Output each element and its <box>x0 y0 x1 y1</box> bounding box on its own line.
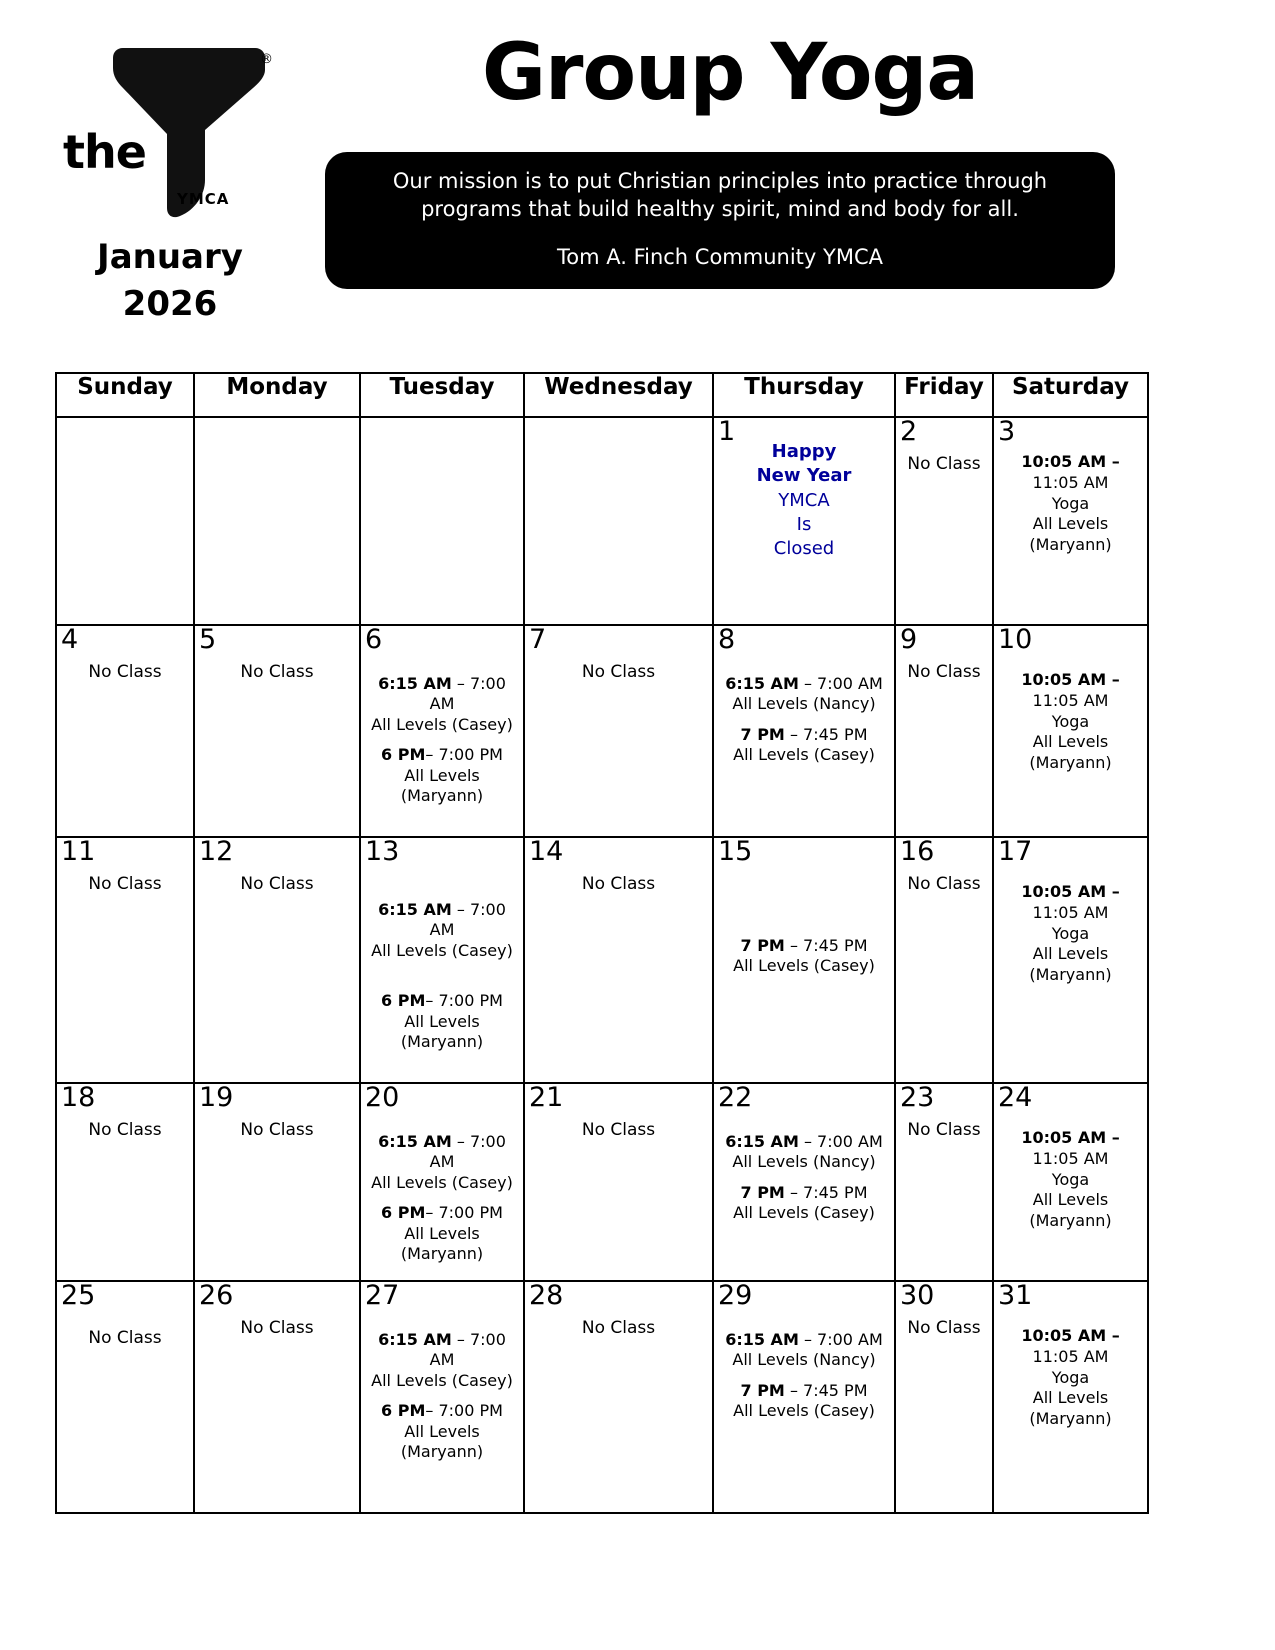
day-number: 17 <box>998 836 1033 867</box>
class-level: All Levels <box>1032 1388 1109 1408</box>
day-number: 30 <box>900 1280 935 1311</box>
class-level: All Levels (Maryann) <box>400 1223 484 1264</box>
ymca-logo-icon <box>55 30 285 230</box>
day-cell-1 <box>713 417 895 625</box>
class-level: All Levels (Casey) <box>733 1401 875 1421</box>
class-entry <box>720 1330 888 1371</box>
no-class-label: No Class <box>581 662 656 682</box>
class-time-start: 10:05 AM – <box>1021 882 1120 901</box>
class-level: All Levels (Casey) <box>733 745 875 765</box>
day-cell-5 <box>194 625 360 837</box>
day-cell-30 <box>895 1281 993 1513</box>
class-list <box>361 1282 523 1477</box>
class-entry <box>367 1401 517 1462</box>
class-entry <box>994 418 1147 560</box>
logo-ymca-text: YMCA <box>177 190 230 208</box>
class-instructor: (Maryann) <box>1029 965 1112 985</box>
calendar-week-row <box>56 837 1148 1083</box>
day-number: 18 <box>61 1082 96 1113</box>
mission-statement-box <box>325 152 1115 289</box>
day-cell-23 <box>895 1083 993 1281</box>
column-header-thursday: Thursday <box>713 373 895 417</box>
no-class-label: No Class <box>88 874 162 894</box>
day-number: 29 <box>718 1280 753 1311</box>
calendar-table <box>55 372 1149 1514</box>
no-class-label: No Class <box>581 874 656 894</box>
holiday-line-2: New Year <box>756 465 852 487</box>
class-time-start: 10:05 AM – <box>1021 1326 1120 1345</box>
day-cell-25 <box>56 1281 194 1513</box>
no-class-label: No Class <box>240 1120 314 1140</box>
no-class-label: No Class <box>240 874 314 894</box>
day-cell-11 <box>56 837 194 1083</box>
day-number: 28 <box>529 1280 564 1311</box>
class-time-start: 10:05 AM – <box>1021 452 1120 471</box>
branch-name: Tom A. Finch Community YMCA <box>556 245 883 270</box>
day-number: 21 <box>529 1082 564 1113</box>
no-class-label: No Class <box>907 454 981 474</box>
class-level: All Levels (Casey) <box>733 956 875 976</box>
class-instructor: (Maryann) <box>1029 1409 1112 1429</box>
class-time: 6:15 AM – 7:00 AM <box>378 1132 506 1172</box>
day-cell-27 <box>360 1281 524 1513</box>
class-level: All Levels <box>1032 1190 1109 1210</box>
class-level: All Levels (Casey) <box>733 1203 875 1223</box>
day-cell-31 <box>993 1281 1148 1513</box>
day-cell-8 <box>713 625 895 837</box>
day-cell-21 <box>524 1083 713 1281</box>
day-number: 31 <box>998 1280 1033 1311</box>
class-time-end: 11:05 AM <box>1032 1148 1109 1168</box>
class-time: 6:15 AM – 7:00 AM <box>725 674 883 693</box>
day-cell-3 <box>993 417 1148 625</box>
day-number: 23 <box>900 1082 935 1113</box>
no-class-label: No Class <box>907 874 981 894</box>
column-header-wednesday: Wednesday <box>524 373 713 417</box>
holiday-line-5: Closed <box>773 538 835 560</box>
no-class-label: No Class <box>581 1318 656 1338</box>
column-header-tuesday: Tuesday <box>360 373 524 417</box>
holiday-line-3: YMCA <box>778 489 830 511</box>
day-cell-9 <box>895 625 993 837</box>
class-entry <box>720 1183 888 1224</box>
class-level: All Levels (Nancy) <box>732 1350 876 1370</box>
day-number: 11 <box>61 836 96 867</box>
class-level: All Levels (Maryann) <box>400 765 484 806</box>
day-cell-26 <box>194 1281 360 1513</box>
calendar-week-row <box>56 417 1148 625</box>
holiday-notice <box>714 418 894 561</box>
month-label: January <box>97 237 243 277</box>
class-entry <box>720 674 888 715</box>
class-time: 6:15 AM – 7:00 AM <box>378 900 506 940</box>
class-time: 6:15 AM – 7:00 AM <box>725 1132 883 1151</box>
day-number: 20 <box>365 1082 400 1113</box>
day-cell-2 <box>895 417 993 625</box>
class-level: All Levels (Casey) <box>371 1172 513 1192</box>
class-level: All Levels (Casey) <box>371 940 513 960</box>
day-number: 13 <box>365 836 400 867</box>
class-instructor: (Maryann) <box>1029 753 1112 773</box>
day-number: 2 <box>900 416 918 447</box>
class-time-start: 10:05 AM – <box>1021 670 1120 689</box>
class-entry <box>367 1132 517 1193</box>
class-entry <box>367 1203 517 1264</box>
class-time: 6 PM– 7:00 PM <box>381 1401 503 1421</box>
class-time-end: 11:05 AM <box>1032 1346 1109 1366</box>
logo-the-text: the <box>63 125 146 179</box>
no-class-label: No Class <box>240 1318 314 1338</box>
day-number: 12 <box>199 836 234 867</box>
day-cell-12 <box>194 837 360 1083</box>
no-class-label: No Class <box>907 662 981 682</box>
class-level: All Levels (Casey) <box>371 1370 513 1390</box>
class-entry <box>720 936 888 977</box>
class-level: All Levels <box>1032 732 1109 752</box>
no-class-label: No Class <box>581 1120 656 1140</box>
class-entry <box>720 1132 888 1173</box>
class-name: Yoga <box>1051 1367 1090 1387</box>
holiday-line-4: Is <box>796 513 812 535</box>
day-cell-29 <box>713 1281 895 1513</box>
day-number: 14 <box>529 836 564 867</box>
no-class-label: No Class <box>907 1120 981 1140</box>
class-time: 6:15 AM – 7:00 AM <box>725 1330 883 1349</box>
class-level: All Levels (Maryann) <box>400 1011 484 1052</box>
day-cell-14 <box>524 837 713 1083</box>
class-time: 6 PM– 7:00 PM <box>381 1203 503 1223</box>
day-number: 7 <box>529 624 547 655</box>
day-number: 19 <box>199 1082 234 1113</box>
holiday-line-1: Happy <box>771 441 837 462</box>
logo-block <box>35 30 305 324</box>
class-entry <box>367 991 517 1052</box>
class-time: 6 PM– 7:00 PM <box>381 991 503 1011</box>
day-number: 15 <box>718 836 753 867</box>
class-level: All Levels <box>1032 944 1109 964</box>
class-list <box>361 1084 523 1279</box>
class-list <box>714 626 894 780</box>
day-cell-19 <box>194 1083 360 1281</box>
day-number: 26 <box>199 1280 234 1311</box>
class-entry <box>367 900 517 961</box>
day-cell-15 <box>713 837 895 1083</box>
class-time: 7 PM – 7:45 PM <box>740 936 868 955</box>
day-cell-20 <box>360 1083 524 1281</box>
page-title: Group Yoga <box>482 28 978 118</box>
day-number: 22 <box>718 1082 753 1113</box>
column-header-monday: Monday <box>194 373 360 417</box>
class-entry <box>367 674 517 735</box>
no-class-label: No Class <box>88 662 162 682</box>
day-cell-empty <box>56 417 194 625</box>
class-name: Yoga <box>1051 923 1090 943</box>
class-time-end: 11:05 AM <box>1032 472 1109 492</box>
no-class-label: No Class <box>907 1318 981 1338</box>
class-time: 6:15 AM – 7:00 AM <box>378 674 506 714</box>
day-cell-4 <box>56 625 194 837</box>
class-time: 7 PM – 7:45 PM <box>740 724 868 744</box>
day-number: 1 <box>718 416 736 447</box>
class-name: Yoga <box>1051 493 1090 513</box>
day-cell-22 <box>713 1083 895 1281</box>
no-class-label: No Class <box>240 662 314 682</box>
no-class-label: No Class <box>88 1120 162 1140</box>
day-cell-6 <box>360 625 524 837</box>
logo-registered-mark: ® <box>260 52 273 67</box>
mission-text: Our mission is to put Christian principles into practice through programs that build healthy spirit, mind and body for all. <box>392 169 1048 221</box>
day-number: 24 <box>998 1082 1033 1113</box>
calendar-week-row <box>56 1083 1148 1281</box>
day-cell-empty <box>360 417 524 625</box>
class-level: All Levels (Nancy) <box>732 694 876 714</box>
column-header-friday: Friday <box>895 373 993 417</box>
day-number: 9 <box>900 624 918 655</box>
day-number: 3 <box>998 416 1016 447</box>
class-time-end: 11:05 AM <box>1032 690 1109 710</box>
day-cell-10 <box>993 625 1148 837</box>
day-cell-28 <box>524 1281 713 1513</box>
day-number: 25 <box>61 1280 96 1311</box>
class-name: Yoga <box>1051 711 1090 731</box>
year-label: 2026 <box>122 284 218 325</box>
day-cell-7 <box>524 625 713 837</box>
day-cell-24 <box>993 1083 1148 1281</box>
day-number: 4 <box>61 624 79 655</box>
class-level: All Levels (Maryann) <box>400 1421 484 1462</box>
day-number: 10 <box>998 624 1033 655</box>
class-entry <box>720 725 888 766</box>
class-list <box>361 838 523 1067</box>
class-level: All Levels (Nancy) <box>732 1152 876 1172</box>
day-number: 5 <box>199 624 217 655</box>
day-number: 16 <box>900 836 935 867</box>
class-level: All Levels <box>1032 514 1109 534</box>
class-entry <box>720 1381 888 1422</box>
no-class-label: No Class <box>88 1328 162 1348</box>
day-cell-17 <box>993 837 1148 1083</box>
class-name: Yoga <box>1051 1169 1090 1189</box>
day-cell-empty <box>194 417 360 625</box>
calendar-week-row <box>56 625 1148 837</box>
class-entry <box>367 745 517 806</box>
page-header <box>0 0 1275 340</box>
day-cell-18 <box>56 1083 194 1281</box>
day-number: 8 <box>718 624 736 655</box>
class-entry <box>367 1330 517 1391</box>
day-cell-empty <box>524 417 713 625</box>
day-cell-13 <box>360 837 524 1083</box>
day-number: 27 <box>365 1280 400 1311</box>
class-instructor: (Maryann) <box>1029 1211 1112 1231</box>
day-number: 6 <box>365 624 383 655</box>
calendar-header-row <box>56 373 1148 417</box>
class-time-end: 11:05 AM <box>1032 902 1109 922</box>
class-time: 6:15 AM – 7:00 AM <box>378 1330 506 1370</box>
column-header-sunday: Sunday <box>56 373 194 417</box>
class-time-start: 10:05 AM – <box>1021 1128 1120 1147</box>
class-time: 6 PM– 7:00 PM <box>381 745 503 765</box>
class-list <box>361 626 523 821</box>
class-time: 7 PM – 7:45 PM <box>740 1182 868 1202</box>
class-instructor: (Maryann) <box>1029 535 1112 555</box>
class-time: 7 PM – 7:45 PM <box>740 1380 868 1400</box>
class-level: All Levels (Casey) <box>371 714 513 734</box>
column-header-saturday: Saturday <box>993 373 1148 417</box>
calendar-week-row <box>56 1281 1148 1513</box>
day-cell-16 <box>895 837 993 1083</box>
